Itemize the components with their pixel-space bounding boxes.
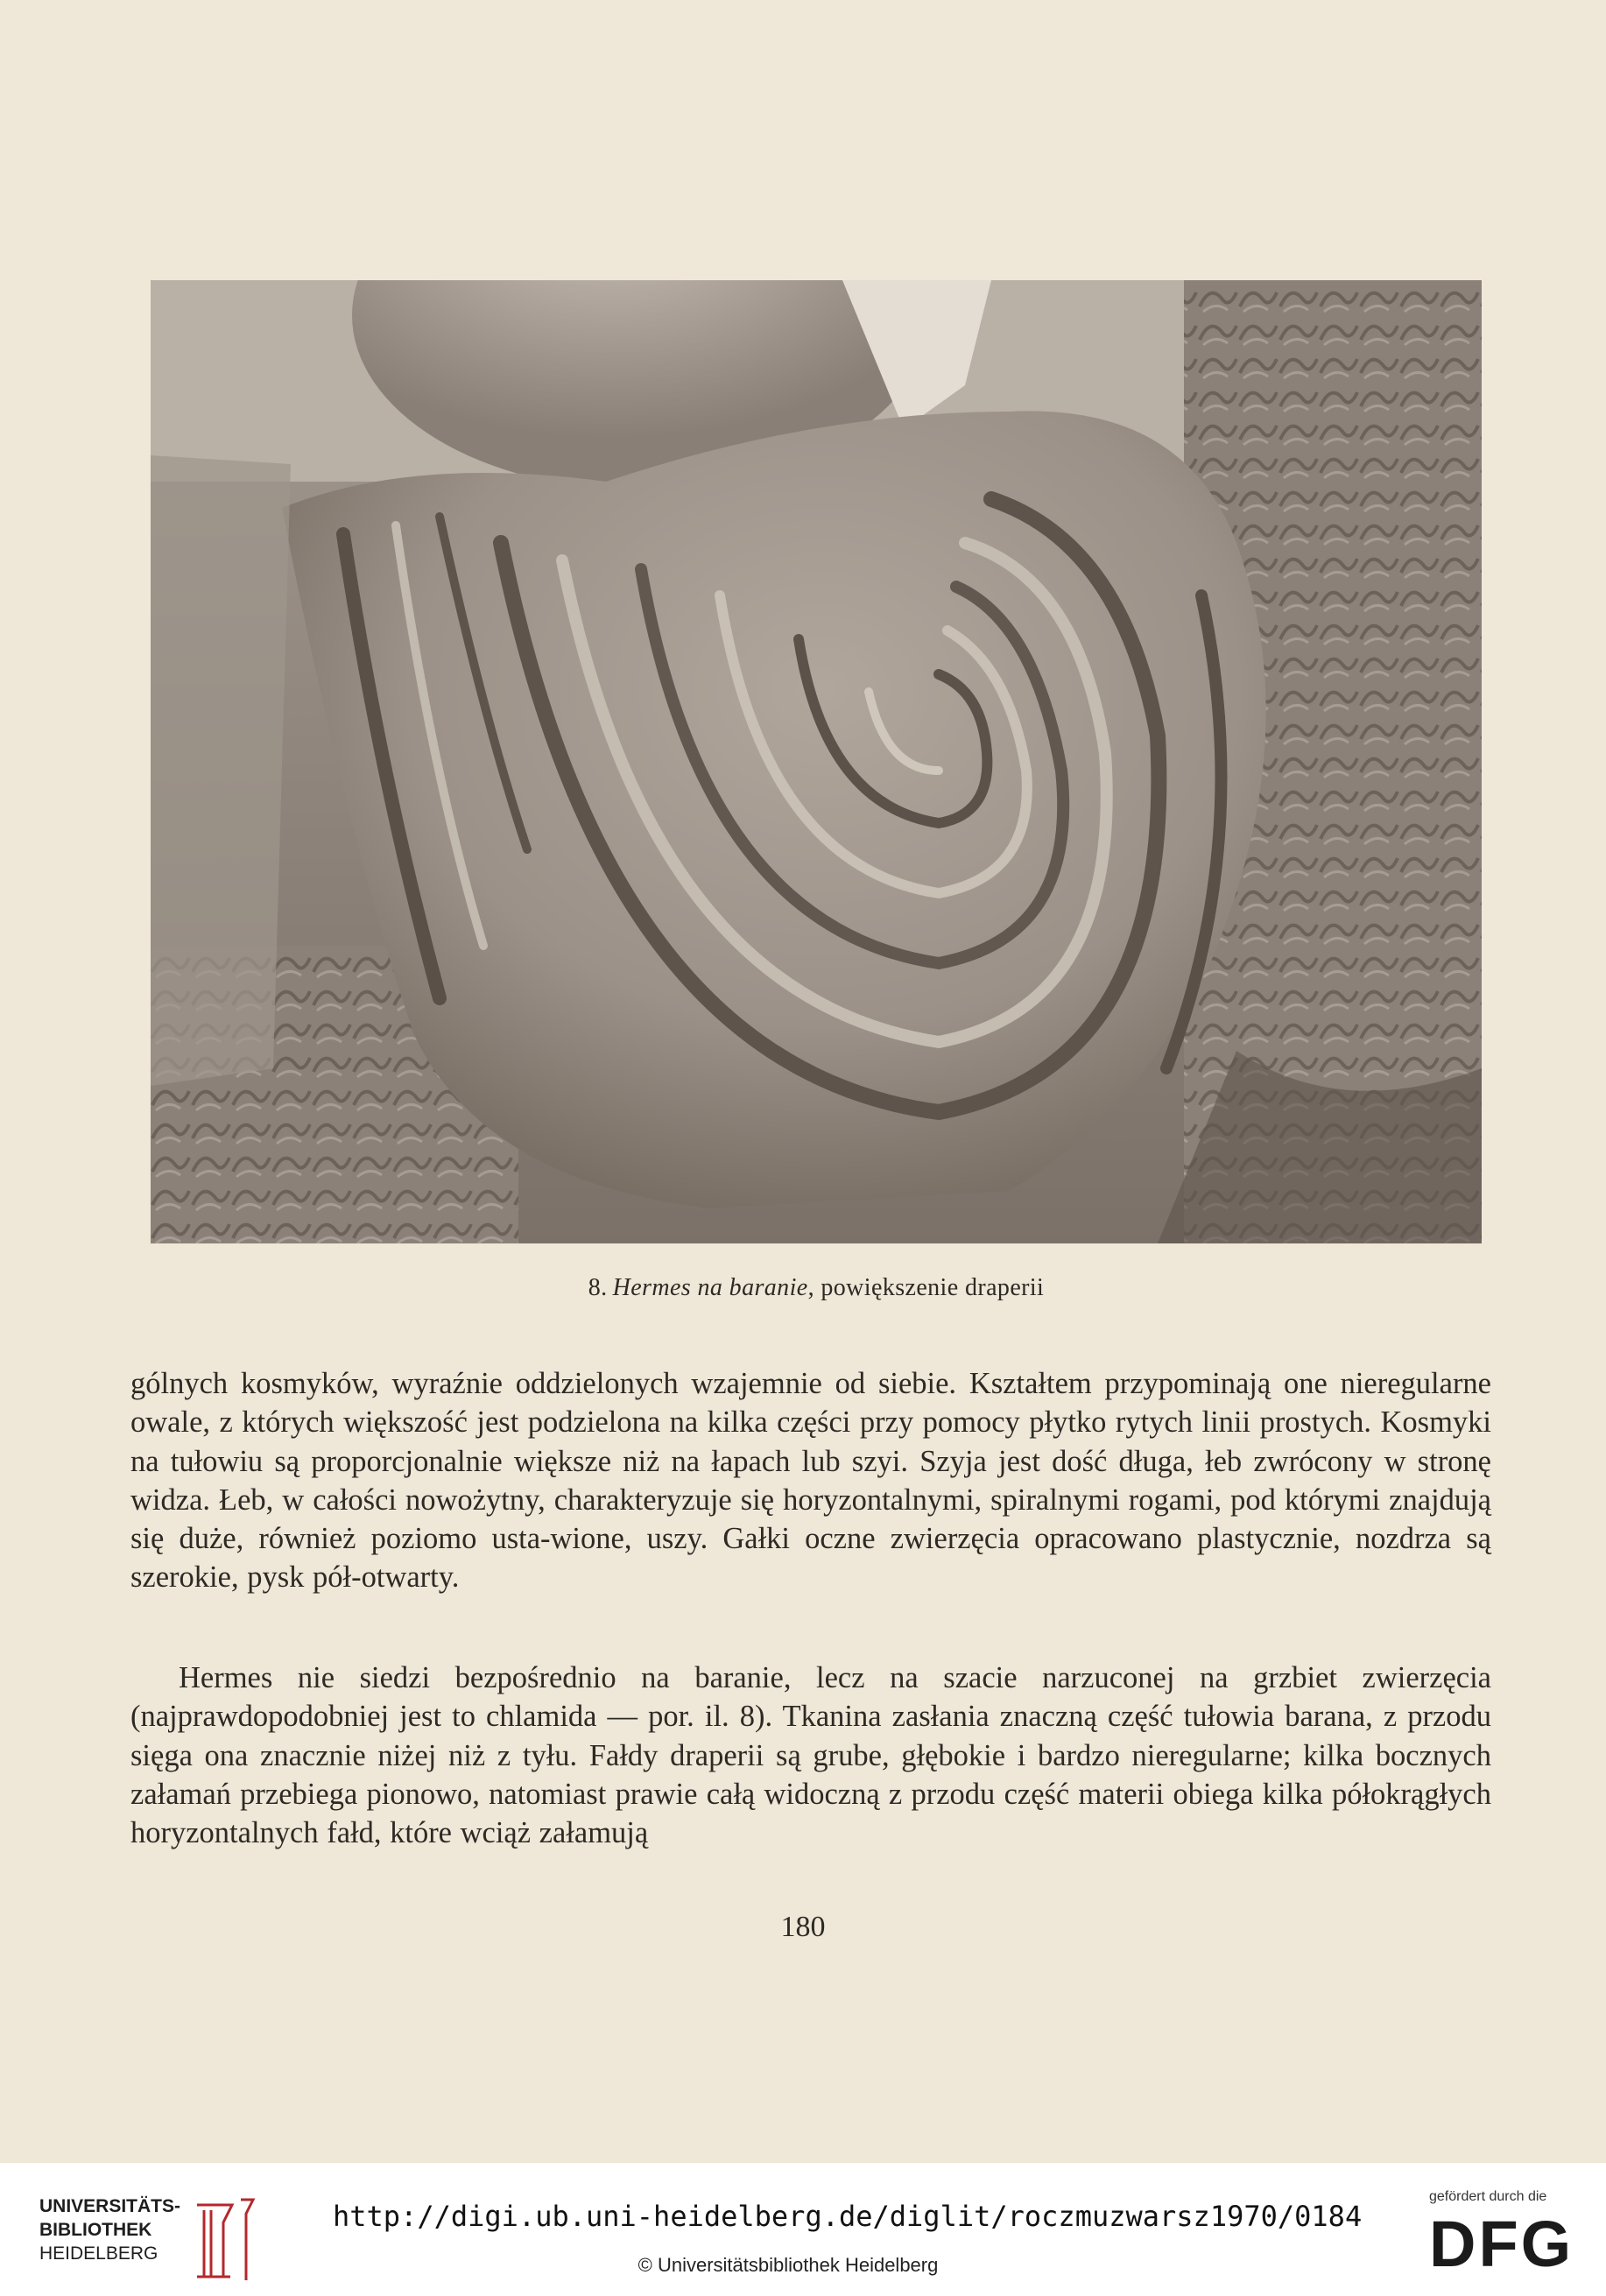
library-name-line1: UNIVERSITÄTS-: [39, 2196, 181, 2216]
library-footer: [0, 2163, 1606, 2296]
page-number: 180: [780, 1911, 826, 1943]
permalink-url[interactable]: http://digi.ub.uni-heidelberg.de/diglit/roczmuzwarsz1970/0184: [333, 2200, 1363, 2233]
copyright-notice: © Universitätsbibliothek Heidelberg: [637, 2254, 939, 2276]
body-paragraph-2: Hermes nie siedzi bezpośrednio na baranie, lecz na szacie narzuconej na grzbiet zwierzęcia (najprawdopodobniej jest to chlamida — por. il. 8). Tkanina zasłania znaczną część tułowia barana, z przodu sięga ona znacznie niżej niż z tyłu. Fałdy draperii są grube, głębokie i bardzo nieregularne; kilka bocznych załamań przebiega pionowo, natomiast prawie całą widoczną z przodu część materii obiega kilka półokrągłych horyzontalnych fałd, które wciąż załamują: [130, 1661, 1491, 1850]
sponsor-label: gefördert durch die: [1429, 2189, 1547, 2204]
figure-photo-drapery: [151, 280, 1482, 1243]
dfg-logo: DFG: [1429, 2208, 1574, 2280]
body-paragraph-1: gólnych kosmyków, wyraźnie oddzielonych wzajemnie od siebie. Kształtem przypominają one nieregularne owale, z których większość jest podzielona na kilka części przy pomocy płytko rytych linii prostych. Kosmyki na tułowiu są proporcjonalnie większe niż na łapach lub szyi. Szyja jest dość długa, łeb zwrócony w stronę widza. Łeb, w całości nowożytny, charakteryzuje się horyzontalnymi, spiralnymi rogami, pod którymi znajdują się duże, również poziomo usta-wione, uszy. Gałki oczne zwierzęcia opracowano plastycznie, nozdrza są szerokie, pysk pół-otwarty.: [130, 1367, 1491, 1595]
caption-number: 8.: [588, 1274, 608, 1301]
university-library-logo: [39, 2196, 241, 2284]
caption-description: , powiększenie draperii: [807, 1274, 1045, 1301]
figure-caption: [151, 1274, 1482, 1302]
library-emblem-icon: [162, 2196, 265, 2284]
drapery-photograph: [151, 280, 1482, 1243]
caption-title: Hermes na baranie: [612, 1274, 808, 1301]
library-name-line2: BIBLIOTHEK: [39, 2220, 152, 2240]
library-name-line3: HEIDELBERG: [39, 2243, 158, 2264]
